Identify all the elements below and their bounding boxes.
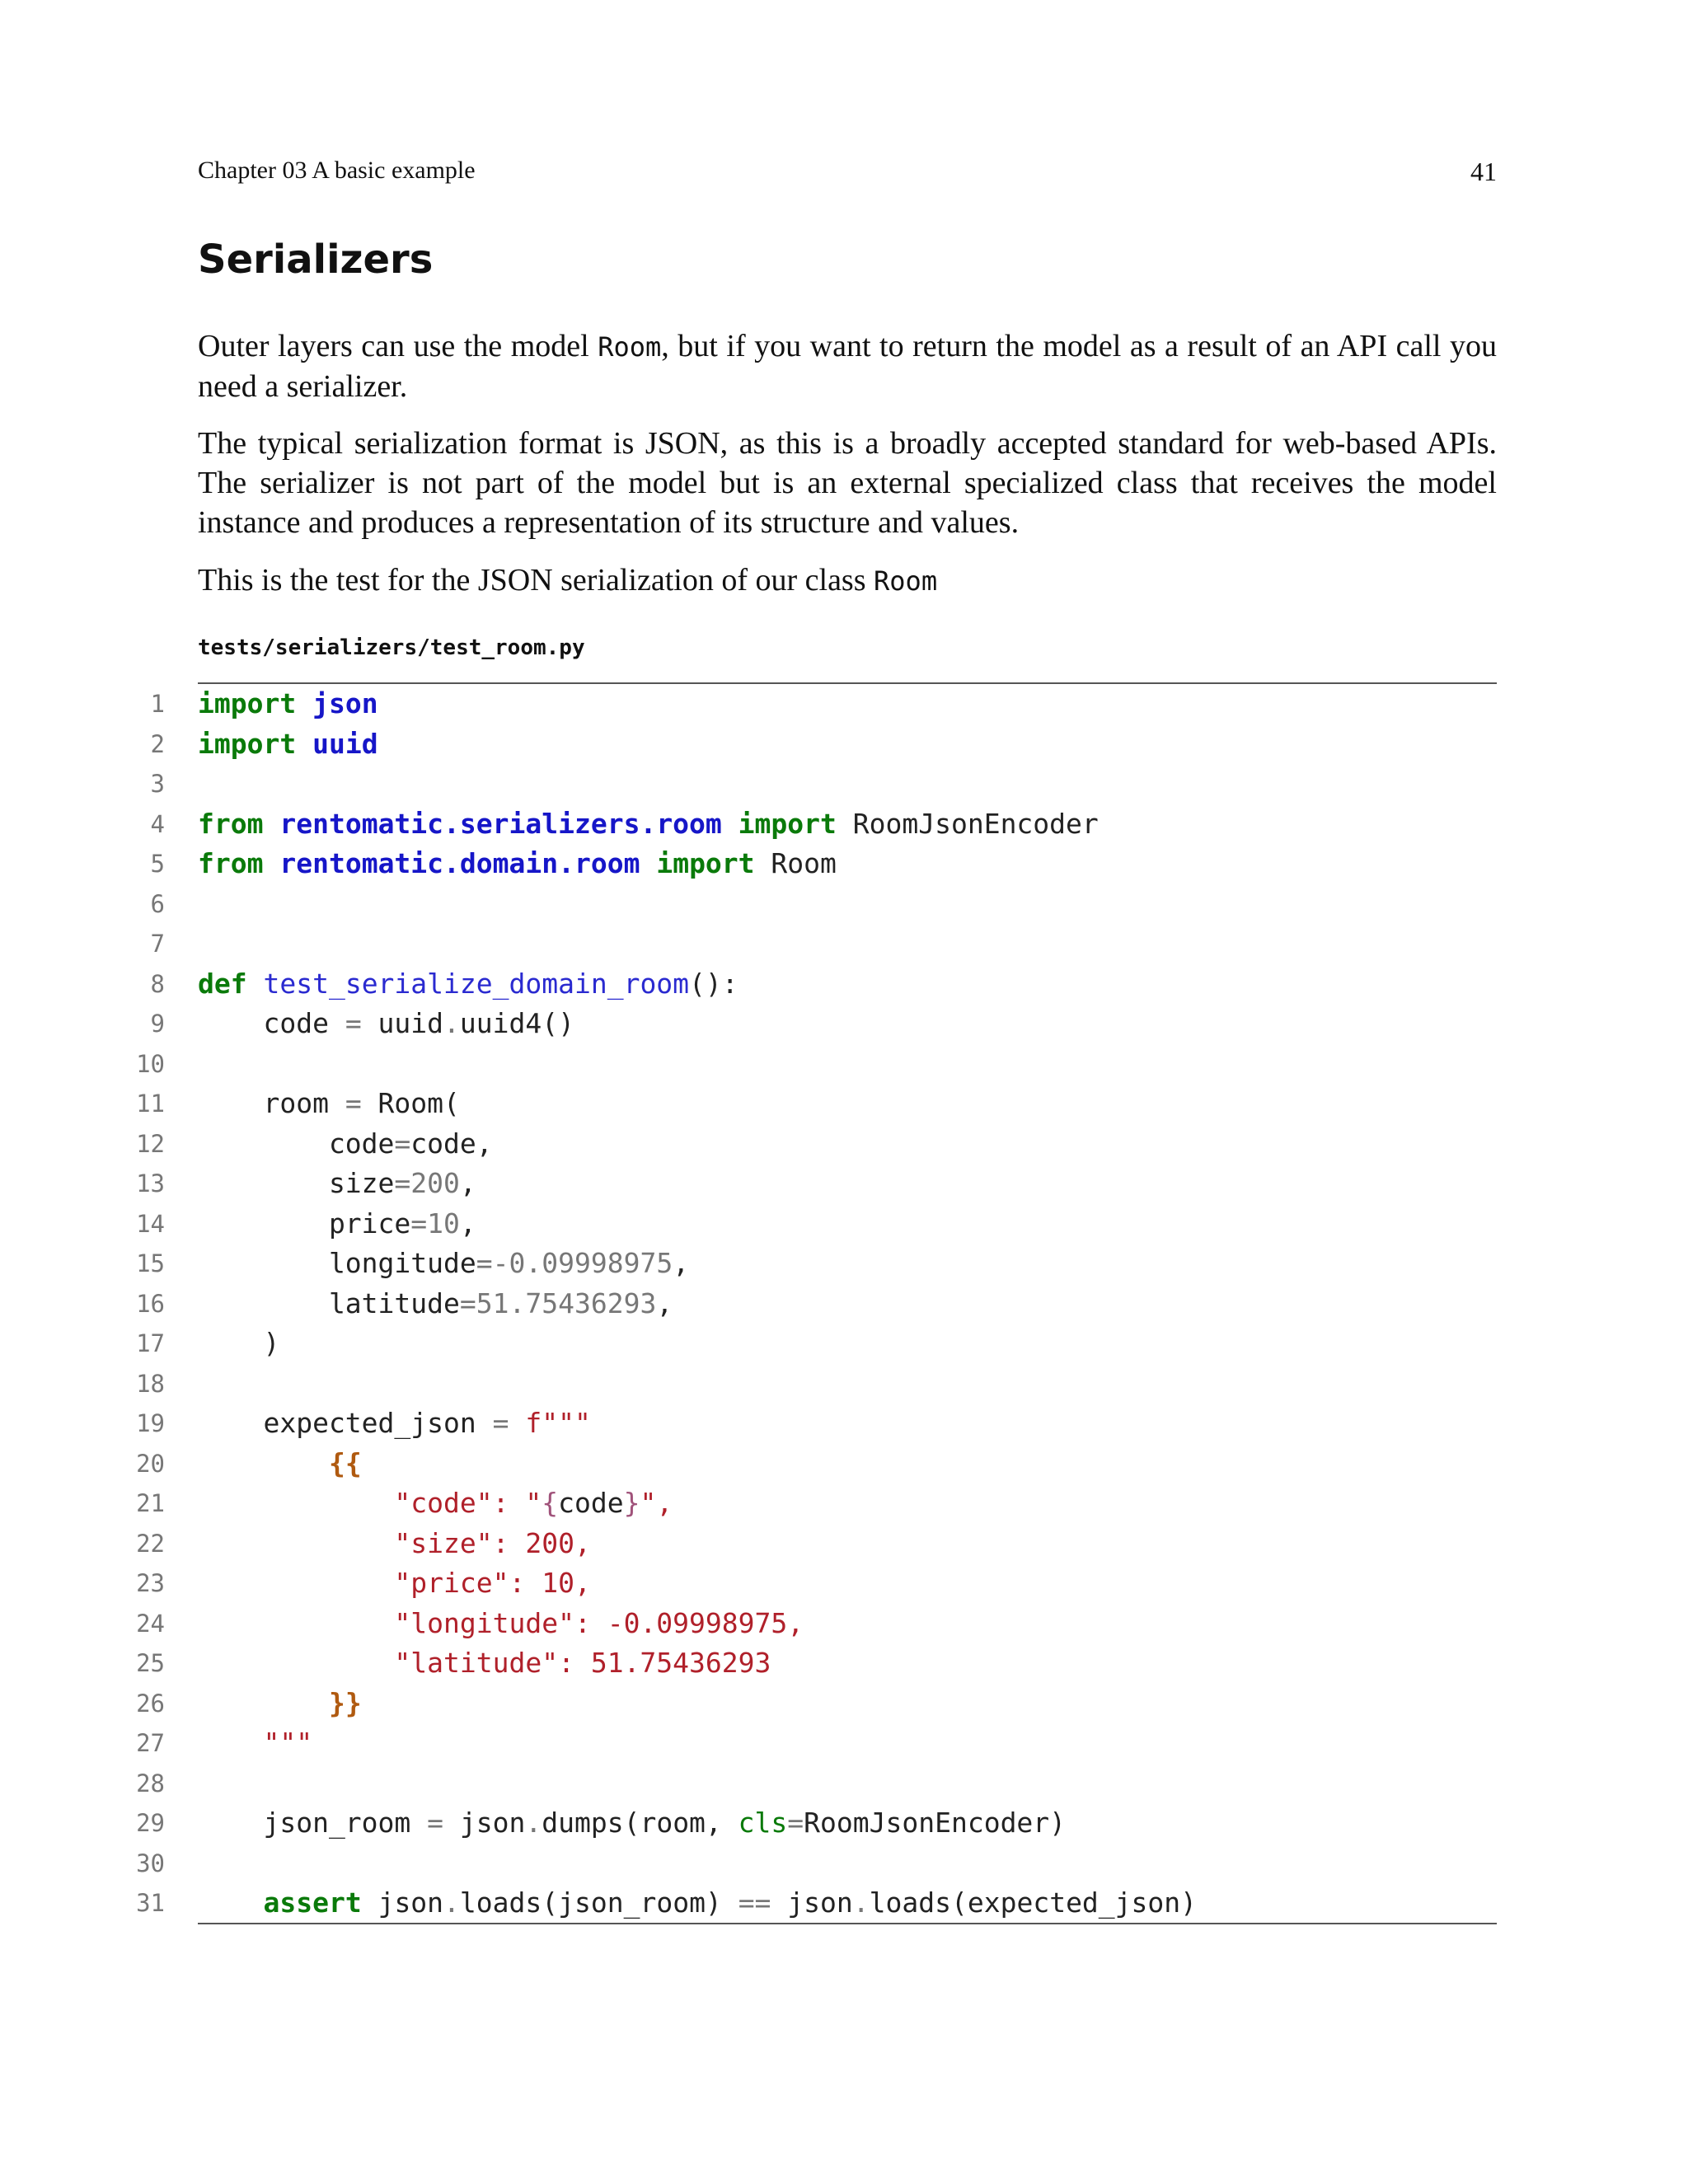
line-code xyxy=(198,1164,476,1204)
code-token: uuid xyxy=(361,1007,444,1039)
code-token: test_serialize_domain_room xyxy=(263,967,690,1000)
code-token xyxy=(263,808,279,840)
page-number: 41 xyxy=(1470,157,1497,186)
paragraph-text: , but if you want to return the model as a result of an API call you need a serializer. xyxy=(198,329,1498,404)
code-line xyxy=(132,1803,1497,1844)
code-token: assert xyxy=(263,1886,362,1919)
line-code xyxy=(198,804,1099,845)
paragraph-text: This is the test for the JSON serialization of our class xyxy=(198,563,874,598)
line-code xyxy=(198,964,738,1005)
paragraph-text: Outer layers can use the model xyxy=(198,329,598,363)
code-token: import xyxy=(198,727,297,760)
code-token: . xyxy=(443,1007,460,1039)
line-number: 4 xyxy=(150,809,165,838)
code-token: = xyxy=(394,1167,411,1199)
code-token: json xyxy=(771,1886,853,1919)
line-code xyxy=(198,1803,1066,1844)
line-number: 23 xyxy=(136,1569,165,1597)
code-line xyxy=(132,1084,1497,1124)
code-token: { xyxy=(542,1487,559,1519)
line-number: 22 xyxy=(136,1529,165,1558)
line-number: 18 xyxy=(136,1369,165,1398)
line-number: 6 xyxy=(150,889,165,918)
code-token: import xyxy=(198,687,297,719)
line-number: 20 xyxy=(136,1449,165,1478)
line-number: 10 xyxy=(136,1049,165,1078)
code-token: rentomatic.domain.room xyxy=(279,847,640,879)
code-line xyxy=(132,1324,1497,1364)
line-number: 7 xyxy=(150,930,165,958)
code-token: """ xyxy=(263,1727,313,1759)
code-token: = xyxy=(394,1127,411,1160)
code-token: (): xyxy=(689,967,738,1000)
code-token: 10 xyxy=(427,1207,460,1240)
line-code xyxy=(198,1643,771,1684)
code-line xyxy=(132,1364,1497,1404)
line-number: 12 xyxy=(136,1129,165,1158)
line-number: 1 xyxy=(150,690,165,718)
line-number: 19 xyxy=(136,1409,165,1437)
line-number: 30 xyxy=(136,1849,165,1877)
code-line xyxy=(132,1563,1497,1604)
line-code xyxy=(198,1204,476,1244)
line-code xyxy=(198,844,837,884)
line-code xyxy=(198,1524,591,1564)
code-line xyxy=(132,804,1497,845)
code-line xyxy=(132,1044,1497,1085)
code-token xyxy=(263,847,279,879)
code-token: . xyxy=(443,1886,460,1919)
code-token xyxy=(247,968,264,1000)
code-token xyxy=(640,847,656,879)
code-token: = xyxy=(787,1807,804,1839)
line-number: 24 xyxy=(136,1609,165,1638)
code-line xyxy=(132,964,1497,1005)
code-token: 0.09998975 xyxy=(509,1247,673,1279)
code-token: "longitude": -0.09998975, xyxy=(394,1606,804,1639)
code-bottom-rule xyxy=(198,1923,1497,1924)
code-listing xyxy=(132,684,1497,1924)
code-token: , xyxy=(459,1167,476,1199)
line-code xyxy=(198,1684,362,1724)
line-code xyxy=(198,1004,574,1044)
inline-code-room: Room xyxy=(598,331,662,363)
line-code xyxy=(198,1084,460,1124)
line-number: 25 xyxy=(136,1649,165,1677)
line-number: 9 xyxy=(150,1010,165,1038)
code-token: longitude xyxy=(198,1247,476,1279)
code-token: from xyxy=(198,807,264,840)
code-line xyxy=(132,1284,1497,1324)
code-token: "price": 10, xyxy=(394,1567,591,1599)
code-token xyxy=(198,1447,329,1479)
line-code xyxy=(198,1604,804,1644)
code-token: expected_json xyxy=(198,1407,493,1439)
code-token: price xyxy=(198,1207,411,1240)
line-code xyxy=(198,1883,1197,1924)
code-token: = xyxy=(345,1007,362,1039)
line-number: 28 xyxy=(136,1769,165,1797)
line-code xyxy=(198,1444,362,1484)
code-token: dumps(room, xyxy=(542,1807,738,1839)
code-line xyxy=(132,1723,1497,1764)
inline-code-room: Room xyxy=(874,565,938,597)
code-token: Room xyxy=(754,847,837,879)
code-token: , xyxy=(656,1286,673,1319)
code-token: code xyxy=(198,1127,395,1160)
code-token xyxy=(198,1647,394,1679)
code-token: def xyxy=(198,967,247,1000)
line-number: 27 xyxy=(136,1729,165,1757)
line-number: 15 xyxy=(136,1249,165,1277)
code-token: 51.75436293 xyxy=(476,1286,657,1319)
code-token: RoomJsonEncoder xyxy=(836,807,1099,840)
line-code xyxy=(198,1723,312,1764)
code-token xyxy=(198,1607,394,1639)
line-code xyxy=(198,1124,493,1165)
code-token: "code": " xyxy=(394,1487,542,1519)
code-line xyxy=(132,844,1497,884)
running-header xyxy=(198,157,1497,193)
code-line xyxy=(132,1883,1497,1924)
code-line xyxy=(132,1643,1497,1684)
code-token: loads(json_room) xyxy=(459,1886,738,1919)
code-line xyxy=(132,1004,1497,1044)
line-number: 3 xyxy=(150,770,165,798)
line-number: 2 xyxy=(150,729,165,758)
code-token: latitude xyxy=(198,1286,460,1319)
code-line xyxy=(132,1404,1497,1444)
line-number: 31 xyxy=(136,1889,165,1917)
code-token: = xyxy=(459,1286,476,1319)
code-token xyxy=(198,1727,263,1759)
code-token: = xyxy=(410,1207,428,1240)
chapter-title: Chapter 03 A basic example xyxy=(198,157,476,184)
code-line xyxy=(132,1483,1497,1524)
code-token xyxy=(198,1567,394,1599)
code-line xyxy=(132,1244,1497,1284)
line-number: 29 xyxy=(136,1809,165,1837)
code-token: == xyxy=(738,1886,771,1919)
code-line xyxy=(132,1764,1497,1804)
paragraph-test-intro xyxy=(198,560,1497,601)
code-token: code xyxy=(198,1007,345,1039)
line-number: 17 xyxy=(136,1329,165,1357)
code-line xyxy=(132,1444,1497,1484)
code-line xyxy=(132,924,1497,964)
code-token: loads(expected_json) xyxy=(869,1886,1198,1919)
code-token: }} xyxy=(328,1686,362,1719)
code-token xyxy=(198,1527,394,1559)
code-token xyxy=(509,1407,526,1439)
line-code xyxy=(198,1324,279,1364)
line-code xyxy=(198,1404,591,1444)
code-token xyxy=(722,808,738,840)
line-number: 5 xyxy=(150,850,165,878)
code-token: uuid xyxy=(312,727,378,760)
line-code xyxy=(198,684,378,724)
line-number: 26 xyxy=(136,1689,165,1718)
code-token: = xyxy=(492,1407,509,1439)
line-number: 16 xyxy=(136,1289,165,1318)
code-token: code xyxy=(558,1487,624,1519)
code-token: code, xyxy=(410,1127,493,1160)
code-token: , xyxy=(459,1207,476,1240)
code-token: ", xyxy=(640,1487,673,1519)
code-token: json xyxy=(443,1807,526,1839)
code-token: = xyxy=(427,1807,444,1839)
code-token: f""" xyxy=(525,1407,591,1439)
line-code xyxy=(198,1563,591,1604)
paragraph-json-format: The typical serialization format is JSON, as this is a broadly accepted standard for web-based APIs. The serializer is not part of the model but is an external specialized class that receives the model instance and produces a representation of its structure and values. xyxy=(198,426,1497,540)
code-token: uuid4() xyxy=(459,1007,574,1039)
code-line xyxy=(132,884,1497,925)
code-line xyxy=(132,684,1497,724)
code-token: {{ xyxy=(328,1446,362,1479)
code-token: from xyxy=(198,847,264,879)
code-token xyxy=(198,1886,263,1919)
code-token: Room( xyxy=(361,1087,460,1119)
code-token: = xyxy=(345,1087,362,1119)
line-number: 21 xyxy=(136,1489,165,1517)
code-token: =- xyxy=(476,1247,509,1279)
code-line xyxy=(132,764,1497,804)
code-token: json xyxy=(312,687,378,719)
line-code xyxy=(198,724,378,765)
code-token xyxy=(198,1687,329,1719)
code-token: import xyxy=(656,847,755,879)
code-line xyxy=(132,1604,1497,1644)
line-code xyxy=(198,1284,673,1324)
code-token: room xyxy=(198,1087,345,1119)
paragraph-intro xyxy=(198,326,1497,406)
code-token: "latitude": 51.75436293 xyxy=(394,1647,771,1679)
line-number: 11 xyxy=(136,1090,165,1118)
code-token: json_room xyxy=(198,1807,428,1839)
line-number: 8 xyxy=(150,969,165,998)
code-token xyxy=(296,728,312,760)
code-line xyxy=(132,1164,1497,1204)
code-token: } xyxy=(623,1487,640,1519)
code-token xyxy=(198,1487,394,1519)
code-token: rentomatic.serializers.room xyxy=(279,807,722,840)
code-line xyxy=(132,1684,1497,1724)
code-token: "size": 200, xyxy=(394,1526,591,1559)
code-line xyxy=(132,724,1497,765)
line-number: 14 xyxy=(136,1209,165,1238)
code-token: cls xyxy=(738,1807,788,1839)
line-number: 13 xyxy=(136,1169,165,1197)
code-line xyxy=(132,1524,1497,1564)
code-token: ) xyxy=(198,1327,280,1359)
code-line xyxy=(132,1844,1497,1884)
code-line xyxy=(132,1124,1497,1165)
code-token: import xyxy=(738,807,837,840)
code-token: , xyxy=(673,1247,690,1279)
code-filename-caption: tests/serializers/test_room.py xyxy=(198,635,585,660)
code-token: 200 xyxy=(410,1167,460,1199)
code-line xyxy=(132,1204,1497,1244)
line-code xyxy=(198,1483,673,1524)
code-token xyxy=(296,687,312,719)
line-code xyxy=(198,1244,689,1284)
code-token: RoomJsonEncoder) xyxy=(804,1807,1067,1839)
section-title: Serializers xyxy=(198,237,434,283)
code-token: json xyxy=(361,1886,444,1919)
code-token: . xyxy=(525,1807,542,1839)
code-token: size xyxy=(198,1167,395,1199)
code-token: . xyxy=(852,1886,870,1919)
